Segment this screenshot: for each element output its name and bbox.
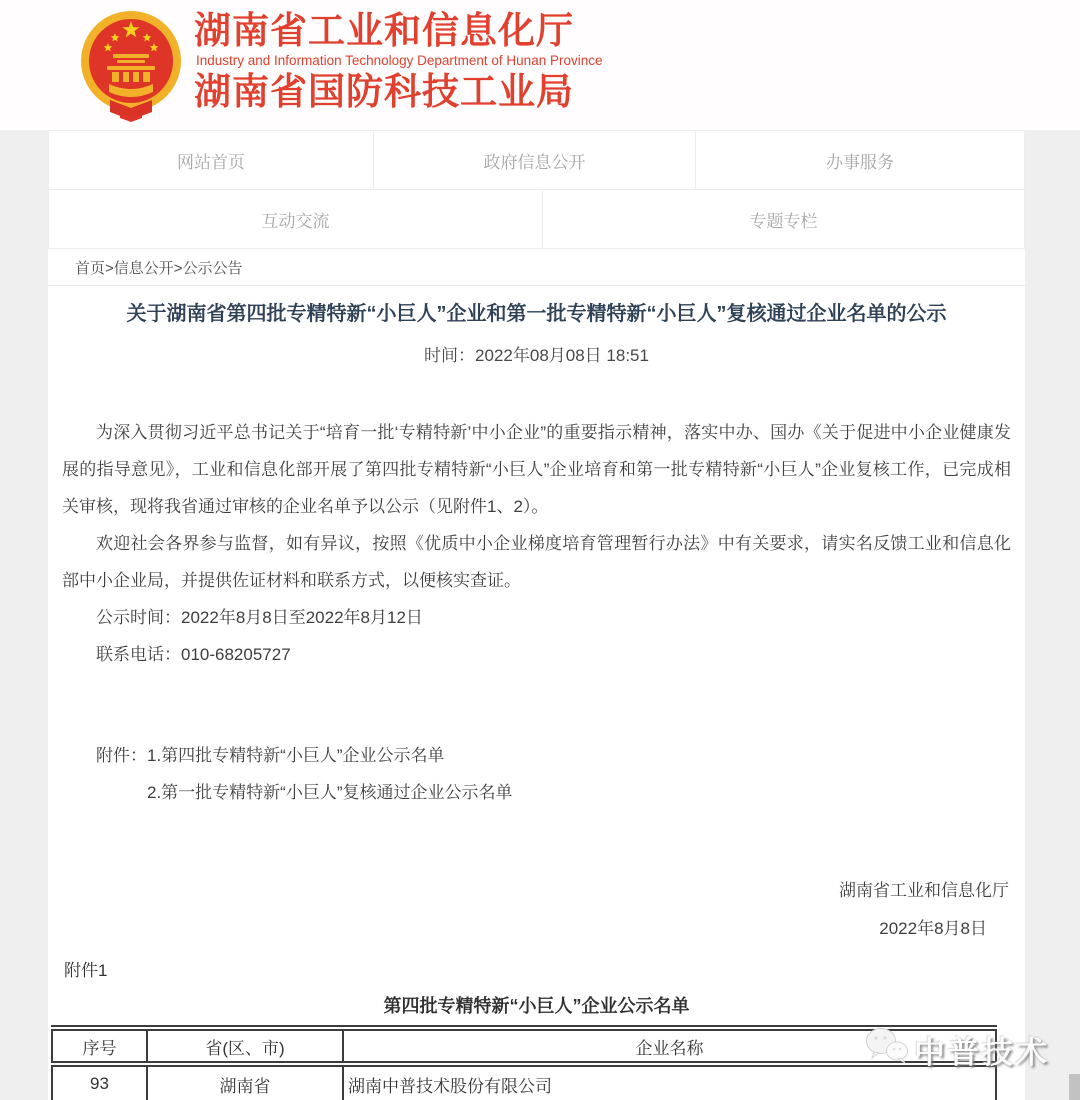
cell-company-name: 湖南中普技术股份有限公司: [343, 1064, 996, 1100]
table-header-company: 企业名称: [343, 1028, 996, 1064]
nav-item-services[interactable]: 办事服务: [696, 131, 1025, 190]
org-name-english: Industry and Information Technology Department of Hunan Province: [196, 53, 603, 68]
main-nav: [48, 130, 1025, 249]
signature-organization: 湖南省工业和信息化厅: [839, 881, 1009, 900]
attachment-item-2[interactable]: 2.第一批专精特新“小巨人”复核通过企业公示名单: [147, 783, 513, 802]
publicity-period-line: 公示时间：2022年8月8日至2022年8月12日: [96, 608, 423, 627]
article-body: [62, 414, 1011, 673]
nav-item-gov-info[interactable]: 政府信息公开: [374, 131, 696, 190]
cell-province: 湖南省: [147, 1064, 343, 1100]
attachment-label: 附件：: [96, 746, 147, 765]
china-national-emblem-logo: [76, 8, 186, 122]
attachment-list: [96, 737, 1011, 811]
announcement-article: [48, 300, 1025, 941]
annex-label: 附件1: [64, 961, 108, 980]
nav-item-special-topics[interactable]: 专题专栏: [543, 190, 1025, 249]
site-header: [0, 0, 1080, 130]
table-header-index: 序号: [52, 1028, 147, 1064]
nav-row-1: [49, 131, 1025, 190]
table-row: [52, 1064, 996, 1100]
breadcrumb[interactable]: 首页>信息公开>公示公告: [48, 249, 1025, 286]
nav-item-interaction[interactable]: 互动交流: [49, 190, 543, 249]
annex-table: [51, 1025, 997, 1100]
org-name-block: [194, 10, 602, 113]
table-header-row: [52, 1028, 996, 1064]
nav-item-home[interactable]: 网站首页: [49, 131, 374, 190]
table-header-province: 省(区、市): [147, 1028, 343, 1064]
scrollbar-thumb[interactable]: [1069, 1074, 1080, 1100]
publish-time: 时间：2022年08月08日 18:51: [424, 346, 649, 365]
org-name-primary: 湖南省工业和信息化厅: [194, 10, 574, 51]
annex-table-title: 第四批专精特新“小巨人”企业公示名单: [383, 996, 690, 1016]
signature-date: 2022年8月8日: [879, 919, 987, 938]
content-column: [48, 130, 1025, 1100]
paragraph-2: 欢迎社会各界参与监督，如有异议，按照《优质中小企业梯度培育管理暂行办法》中有关要求，请实名反馈工业和信息化部中小企业局，并提供佐证材料和联系方式，以便核实查证。: [62, 534, 1011, 590]
page-title: 关于湖南省第四批专精特新“小巨人”企业和第一批专精特新“小巨人”复核通过企业名单的公示: [126, 303, 947, 325]
nav-row-2: [49, 190, 1025, 249]
org-name-secondary: 湖南省国防科技工业局: [194, 71, 574, 112]
attachment-item-1[interactable]: 1.第四批专精特新“小巨人”企业公示名单: [147, 746, 445, 765]
paragraph-1: 为深入贯彻习近平总书记关于“培育一批‘专精特新’中小企业”的重要指示精神，落实中办、国办《关于促进中小企业健康发展的指导意见》，工业和信息化部开展了第四批专精特新“小巨人”企业培育和第一批专精特新“小巨人”企业复核工作，已完成相关审核，现将我省通过审核的企业名单予以公示（见附件1、2）。: [62, 423, 1011, 516]
watermark-text: 中普技术: [914, 1035, 1050, 1070]
contact-phone-line: 联系电话：010-68205727: [96, 645, 291, 664]
cell-index: 93: [52, 1064, 147, 1100]
